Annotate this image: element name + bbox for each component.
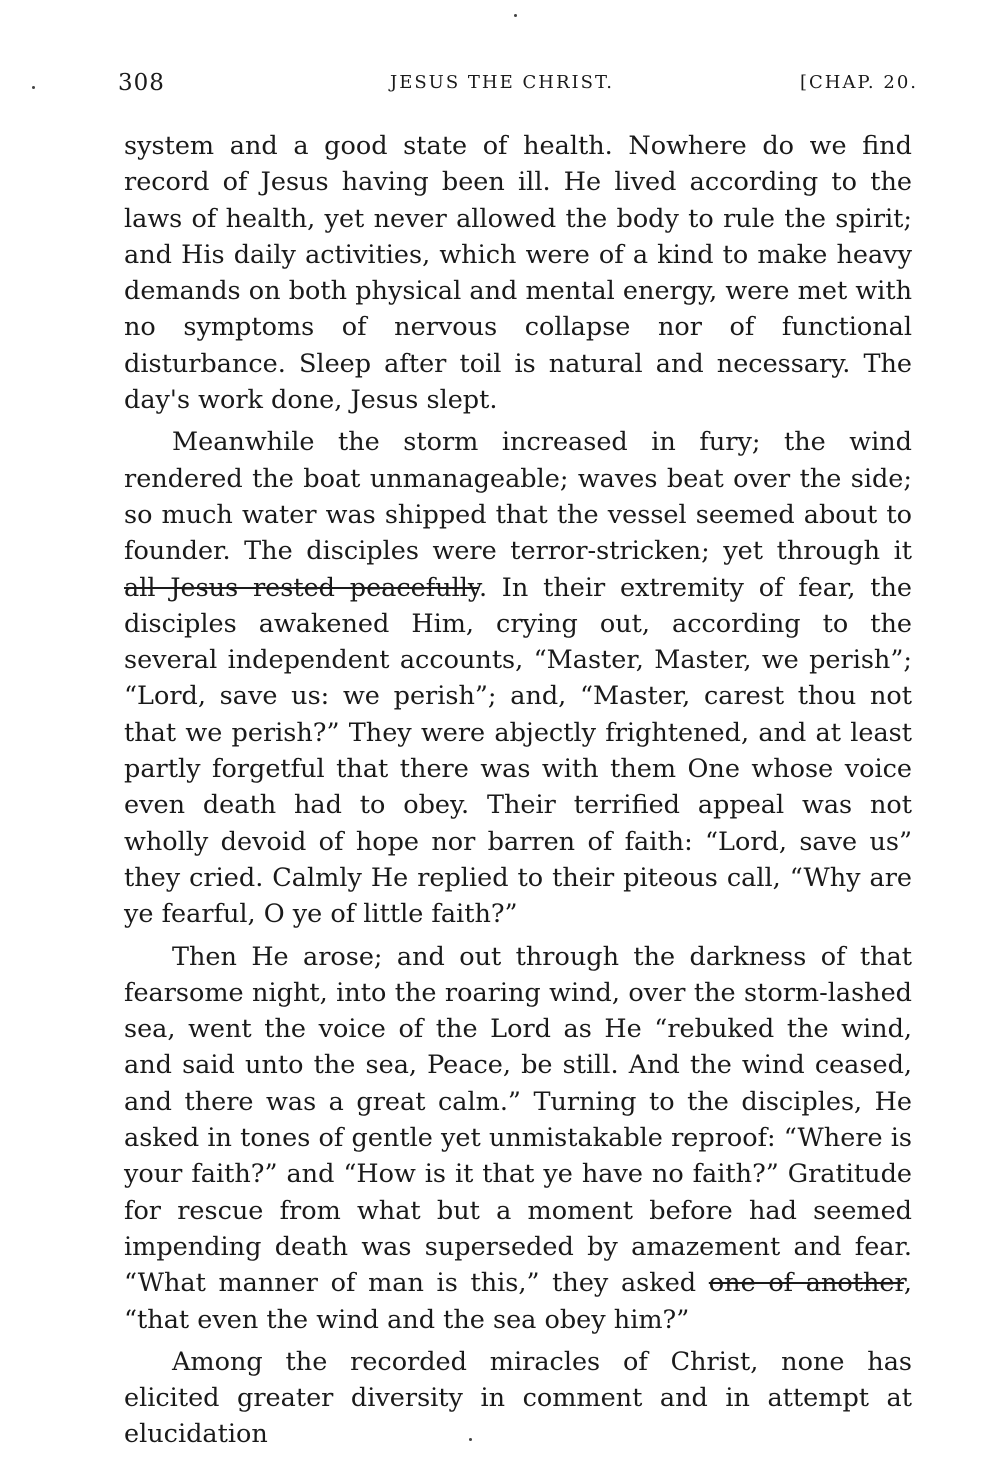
paragraph-text: . In their extremity of fear, the disciples awakened Him, crying out, according to the several independent accounts, “Master, Master, we perish”; “Lord, save us: we perish”; and, “Master, carest thou not that we perish?” They were abjectly frightened, and at least partly forgetful that there was with them One whose voice even death had to obey. Their terrified appeal was not wholly devoid of hope nor barren of faith: “Lord, save us” they cried. Calmly He replied to their piteous call, “Why are ye fearful, O ye of little faith?” xyxy=(124,572,913,930)
chapter-reference: [CHAP. 20. xyxy=(799,72,918,93)
scan-speck xyxy=(469,1438,472,1441)
paragraph-4 xyxy=(124,1344,912,1453)
struck-through-text: one of another xyxy=(708,1268,904,1299)
paragraph-text: Then He arose; and out through the darkness of that fearsome night, into the roaring wind, over the storm-lashed sea, went the voice of the Lord as He “rebuked the wind, and said unto the sea, Peace, be still. And the wind ceased, and there was a great calm.” Turning to the disciples, He asked in tones of gentle yet unmistakable reproof: “Where is your faith?” and “How is it that ye have no faith?” Gratitude for rescue from what but a moment before had seemed impending death was superseded by amazement and fear. “What manner of man is this,” they asked xyxy=(124,941,912,1299)
struck-through-text: all Jesus rested peacefully xyxy=(124,572,479,603)
paragraph-text: Meanwhile the storm increased in fury; the wind rendered the boat unmanageable; waves beat over the side; so much water was shipped that the vessel seemed about to founder. The disciples were terror-stricken; yet through it xyxy=(124,427,912,567)
paragraph-text: Among the recorded miracles of Christ, none has elicited greater diversity in comment and in attempt at elucidation xyxy=(124,1346,912,1450)
paragraph-text: system and a good state of health. Nowhere do we find record of Jesus having been ill. He lived according to the laws of health, yet never allowed the body to rule the spirit; and His daily activities, which were of a kind to make heavy demands on both physical and mental energy, were met with no symptoms of nervous collapse nor of functional disturbance. Sleep after toil is natural and necessary. The day's work done, Jesus slept. xyxy=(124,131,912,416)
paragraph-1 xyxy=(124,128,912,418)
body-text xyxy=(124,128,912,1453)
paragraph-text: , “that even the wind and the sea obey him?” xyxy=(124,1268,912,1335)
scan-speck xyxy=(514,14,517,17)
running-header xyxy=(118,70,918,110)
scan-speck xyxy=(32,86,35,89)
page-number: 308 xyxy=(118,70,165,96)
paragraph-3 xyxy=(124,939,912,1338)
paragraph-2 xyxy=(124,424,912,932)
running-title: JESUS THE CHRIST. xyxy=(390,72,615,93)
